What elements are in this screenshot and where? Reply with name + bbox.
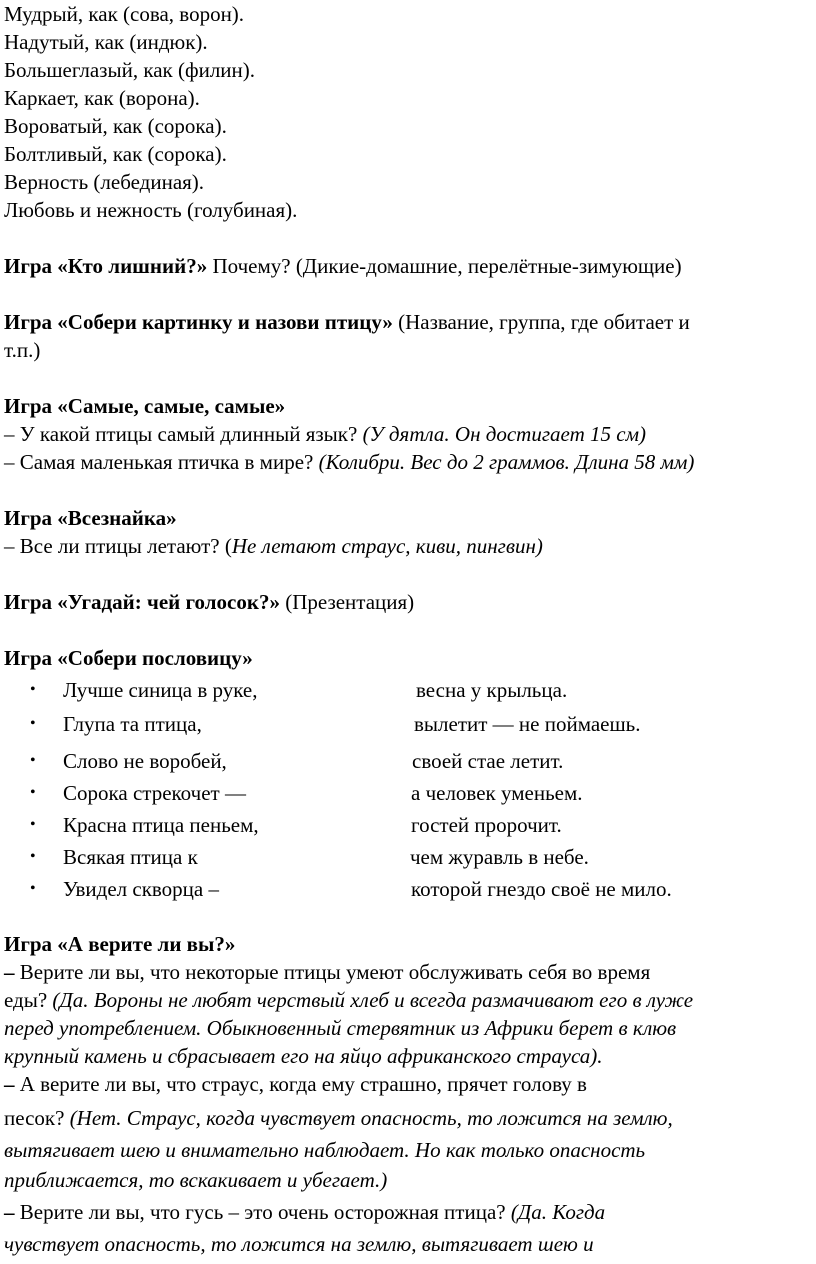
game-voice-text: (Презентация) bbox=[279, 590, 415, 614]
game-picture-line bbox=[4, 308, 690, 336]
answer-text: (У дятла. Он достигает 15 см) bbox=[362, 422, 646, 446]
proverb-start: Лучше синица в руке, bbox=[63, 678, 258, 702]
game-knowall-title: Игра «Всезнайка» bbox=[4, 506, 177, 530]
comparison-line: Болтливый, как (сорока). bbox=[4, 142, 227, 166]
game-most-title: Игра «Самые, самые, самые» bbox=[4, 394, 286, 418]
comparison-line: Надутый, как (индюк). bbox=[4, 30, 208, 54]
comparison-line: Вороватый, как (сорока). bbox=[4, 114, 227, 138]
dash-mark: – bbox=[4, 1200, 15, 1224]
believe-q2 bbox=[4, 1070, 587, 1098]
comparison-line: Мудрый, как (сова, ворон). bbox=[4, 2, 245, 26]
bullet-icon: • bbox=[30, 848, 36, 865]
believe-q1 bbox=[4, 958, 650, 986]
proverb-end: вылетит — не поймаешь. bbox=[414, 712, 641, 736]
bullet-icon: • bbox=[30, 752, 36, 769]
question-text: песок? bbox=[4, 1106, 70, 1130]
bullet-icon: • bbox=[30, 880, 36, 897]
question-text: – Самая маленькая птичка в мире? bbox=[4, 450, 319, 474]
proverb-end: чем журавль в небе. bbox=[410, 845, 589, 869]
game-voice-title: Игра «Угадай: чей голосок?» bbox=[4, 590, 280, 614]
game-odd-text: Почему? (Дикие-домашние, перелётные-зимующие) bbox=[207, 254, 682, 278]
game-picture-text-cont: т.п.) bbox=[4, 338, 41, 362]
game-believe-title: Игра «А верите ли вы?» bbox=[4, 932, 236, 956]
answer-text: перед употреблением. Обыкновенный стервятник из Африки берет в клюв bbox=[4, 1016, 677, 1040]
game-proverb-title: Игра «Собери пословицу» bbox=[4, 646, 253, 670]
question-text: – Все ли птицы летают? ( bbox=[4, 534, 232, 558]
question-text: – У какой птицы самый длинный язык? bbox=[4, 422, 363, 446]
answer-text: крупный камень и сбрасывает его на яйцо африканского страуса). bbox=[4, 1044, 603, 1068]
answer-text: вытягивает шею и внимательно наблюдает. Но как только опасность bbox=[4, 1138, 646, 1162]
bullet-icon: • bbox=[30, 784, 36, 801]
proverb-start: Всякая птица к bbox=[63, 845, 198, 869]
game-knowall-q1 bbox=[4, 532, 543, 560]
answer-text: чувствует опасность, то ложится на землю, вытягивает шею и bbox=[4, 1232, 594, 1256]
comparison-line: Каркает, как (ворона). bbox=[4, 86, 200, 110]
answer-text: (Колибри. Вес до 2 граммов. Длина 58 мм) bbox=[318, 450, 695, 474]
proverb-end: а человек уменьем. bbox=[411, 781, 583, 805]
answer-text: (Нет. Страус, когда чувствует опасность, то ложится на землю, bbox=[69, 1106, 673, 1130]
answer-text: (Да. Вороны не любят черствый хлеб и всегда размачивают его в луже bbox=[52, 988, 694, 1012]
bullet-icon: • bbox=[30, 715, 36, 732]
proverb-end: гостей пророчит. bbox=[411, 813, 562, 837]
comparison-line: Большеглазый, как (филин). bbox=[4, 58, 256, 82]
bullet-icon: • bbox=[30, 681, 36, 698]
game-odd-line bbox=[4, 252, 682, 280]
answer-text: приближается, то вскакивает и убегает.) bbox=[4, 1168, 388, 1192]
game-most-q1 bbox=[4, 420, 646, 448]
proverb-start: Сорока стрекочет — bbox=[63, 781, 246, 805]
proverb-start: Слово не воробей, bbox=[63, 749, 227, 773]
comparison-line: Верность (лебединая). bbox=[4, 170, 205, 194]
proverb-start: Красна птица пеньем, bbox=[63, 813, 259, 837]
proverb-start: Увидел скворца – bbox=[63, 877, 219, 901]
game-odd-title: Игра «Кто лишний?» bbox=[4, 254, 208, 278]
question-text: А верите ли вы, что страус, когда ему страшно, прячет голову в bbox=[14, 1072, 587, 1096]
question-text: Верите ли вы, что гусь – это очень осторожная птица? bbox=[14, 1200, 511, 1224]
game-picture-text: (Название, группа, где обитает и bbox=[392, 310, 690, 334]
proverb-end: весна у крыльца. bbox=[416, 678, 568, 702]
game-voice-line bbox=[4, 588, 414, 616]
proverb-end: которой гнездо своё не мило. bbox=[411, 877, 672, 901]
game-picture-title: Игра «Собери картинку и назови птицу» bbox=[4, 310, 393, 334]
proverb-end: своей стае летит. bbox=[412, 749, 564, 773]
question-text: Верите ли вы, что некоторые птицы умеют обслуживать себя во время bbox=[14, 960, 651, 984]
question-text: еды? bbox=[4, 988, 53, 1012]
bullet-icon: • bbox=[30, 816, 36, 833]
proverb-start: Глупа та птица, bbox=[63, 712, 202, 736]
dash-mark: – bbox=[4, 1072, 15, 1096]
answer-text: Не летают страус, киви, пингвин) bbox=[231, 534, 543, 558]
answer-text: (Да. Когда bbox=[510, 1200, 606, 1224]
comparison-line: Любовь и нежность (голубиная). bbox=[4, 198, 298, 222]
game-most-q2 bbox=[4, 448, 694, 476]
dash-mark: – bbox=[4, 960, 15, 984]
believe-q3 bbox=[4, 1198, 605, 1226]
